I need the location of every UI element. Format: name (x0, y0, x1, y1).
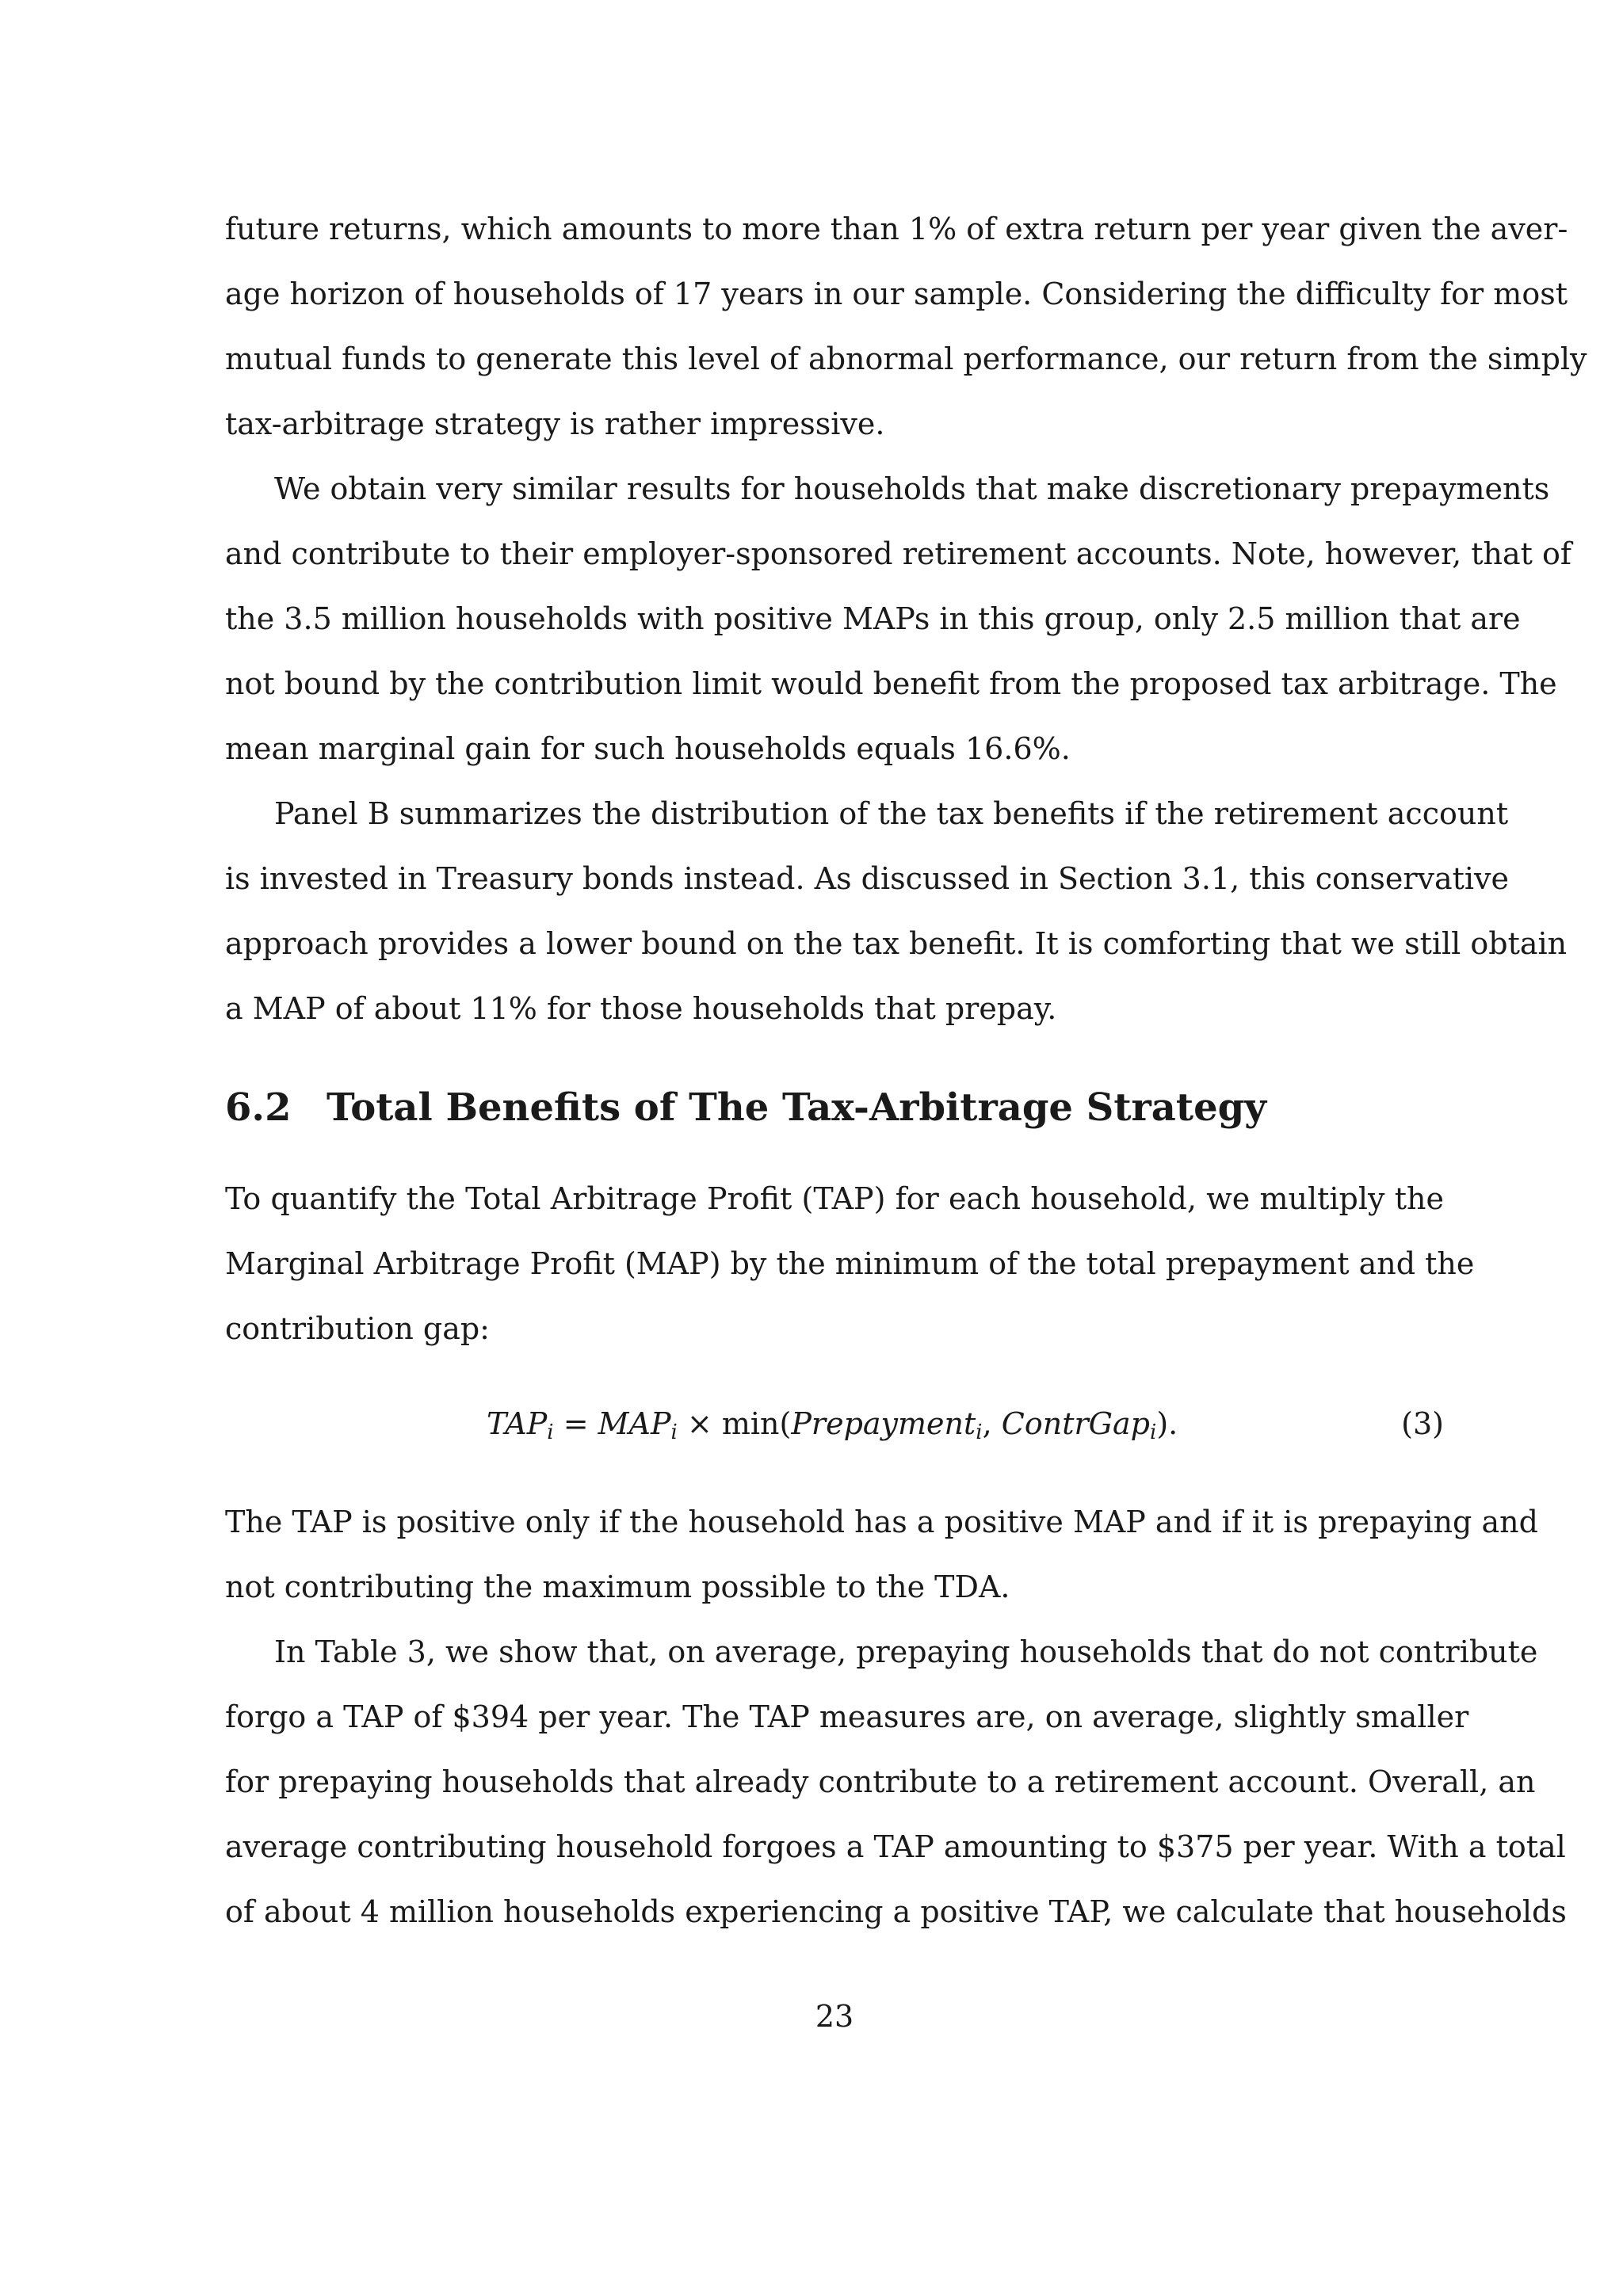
paragraph-5-line-1: The TAP is positive only if the household has a positive MAP and if it is prepaying and (225, 1505, 1538, 1539)
paragraph-1-line-3: mutual funds to generate this level of abnormal performance, our return from the simply (225, 341, 1587, 376)
paragraph-4-line-3: contribution gap: (225, 1311, 490, 1346)
equation-number: (3) (1401, 1406, 1444, 1441)
paragraph-3-line-3: approach provides a lower bound on the tax benefit. It is comforting that we still obtain (225, 926, 1568, 961)
eq-map-sub: i (670, 1421, 678, 1444)
eq-times-min: × min( (677, 1406, 792, 1441)
eq-tap: TAP (487, 1406, 548, 1441)
page-number: 23 (815, 1999, 854, 2034)
paragraph-1-line-2: age horizon of households of 17 years in our sample. Considering the difficulty for most (225, 277, 1568, 311)
equation-formula (487, 1404, 1178, 1444)
paragraph-6-line-2: forgo a TAP of $394 per year. The TAP measures are, on average, slightly smaller (225, 1699, 1469, 1734)
eq-tap-sub: i (547, 1421, 554, 1444)
paragraph-2-line-1: We obtain very similar results for households that make discretionary prepayments (274, 471, 1550, 506)
paragraph-4-line-1: To quantify the Total Arbitrage Profit (TAP) for each household, we multiply the (225, 1181, 1444, 1216)
paragraph-1-line-4: tax-arbitrage strategy is rather impressive. (225, 406, 885, 441)
paragraph-6-line-1: In Table 3, we show that, on average, prepaying households that do not contribute (274, 1634, 1538, 1669)
section-title: Total Benefits of The Tax-Arbitrage Strategy (327, 1085, 1267, 1130)
paragraph-2-line-5: mean marginal gain for such households equals 16.6%. (225, 731, 1071, 766)
paragraph-1-line-1: future returns, which amounts to more than 1% of extra return per year given the aver- (225, 212, 1568, 246)
eq-map: MAP (598, 1406, 671, 1441)
eq-close: ). (1156, 1406, 1178, 1441)
eq-prepayment: Prepayment (791, 1406, 976, 1441)
paragraph-4-line-2: Marginal Arbitrage Profit (MAP) by the minimum of the total prepayment and the (225, 1246, 1475, 1281)
eq-equals: = (553, 1406, 598, 1441)
paragraph-2-line-2: and contribute to their employer-sponsored retirement accounts. Note, however, that of (225, 536, 1571, 571)
paragraph-6-line-3: for prepaying households that already contribute to a retirement account. Overall, an (225, 1764, 1536, 1799)
section-number: 6.2 (225, 1085, 292, 1130)
eq-comma: , (982, 1406, 1002, 1441)
section-heading (225, 1084, 1444, 1131)
paragraph-3-line-4: a MAP of about 11% for those households that prepay. (225, 991, 1057, 1026)
paragraph-5-line-2: not contributing the maximum possible to the TDA. (225, 1569, 1010, 1604)
paper-page (225, 0, 1587, 2296)
paragraph-2-line-3: the 3.5 million households with positive MAPs in this group, only 2.5 million that are (225, 601, 1521, 636)
paragraph-3-line-1: Panel B summarizes the distribution of the tax benefits if the retirement account (274, 796, 1509, 831)
paragraph-2-line-4: not bound by the contribution limit would benefit from the proposed tax arbitrage. The (225, 666, 1557, 701)
eq-contrgap-sub: i (1149, 1421, 1157, 1444)
paragraph-6-line-5: of about 4 million households experiencing a positive TAP, we calculate that households (225, 1894, 1567, 1929)
paragraph-6-line-4: average contributing household forgoes a TAP amounting to $375 per year. With a total (225, 1829, 1566, 1864)
paragraph-3-line-2: is invested in Treasury bonds instead. As discussed in Section 3.1, this conservative (225, 861, 1510, 896)
eq-contrgap: ContrGap (1001, 1406, 1150, 1441)
eq-prepayment-sub: i (976, 1421, 983, 1444)
